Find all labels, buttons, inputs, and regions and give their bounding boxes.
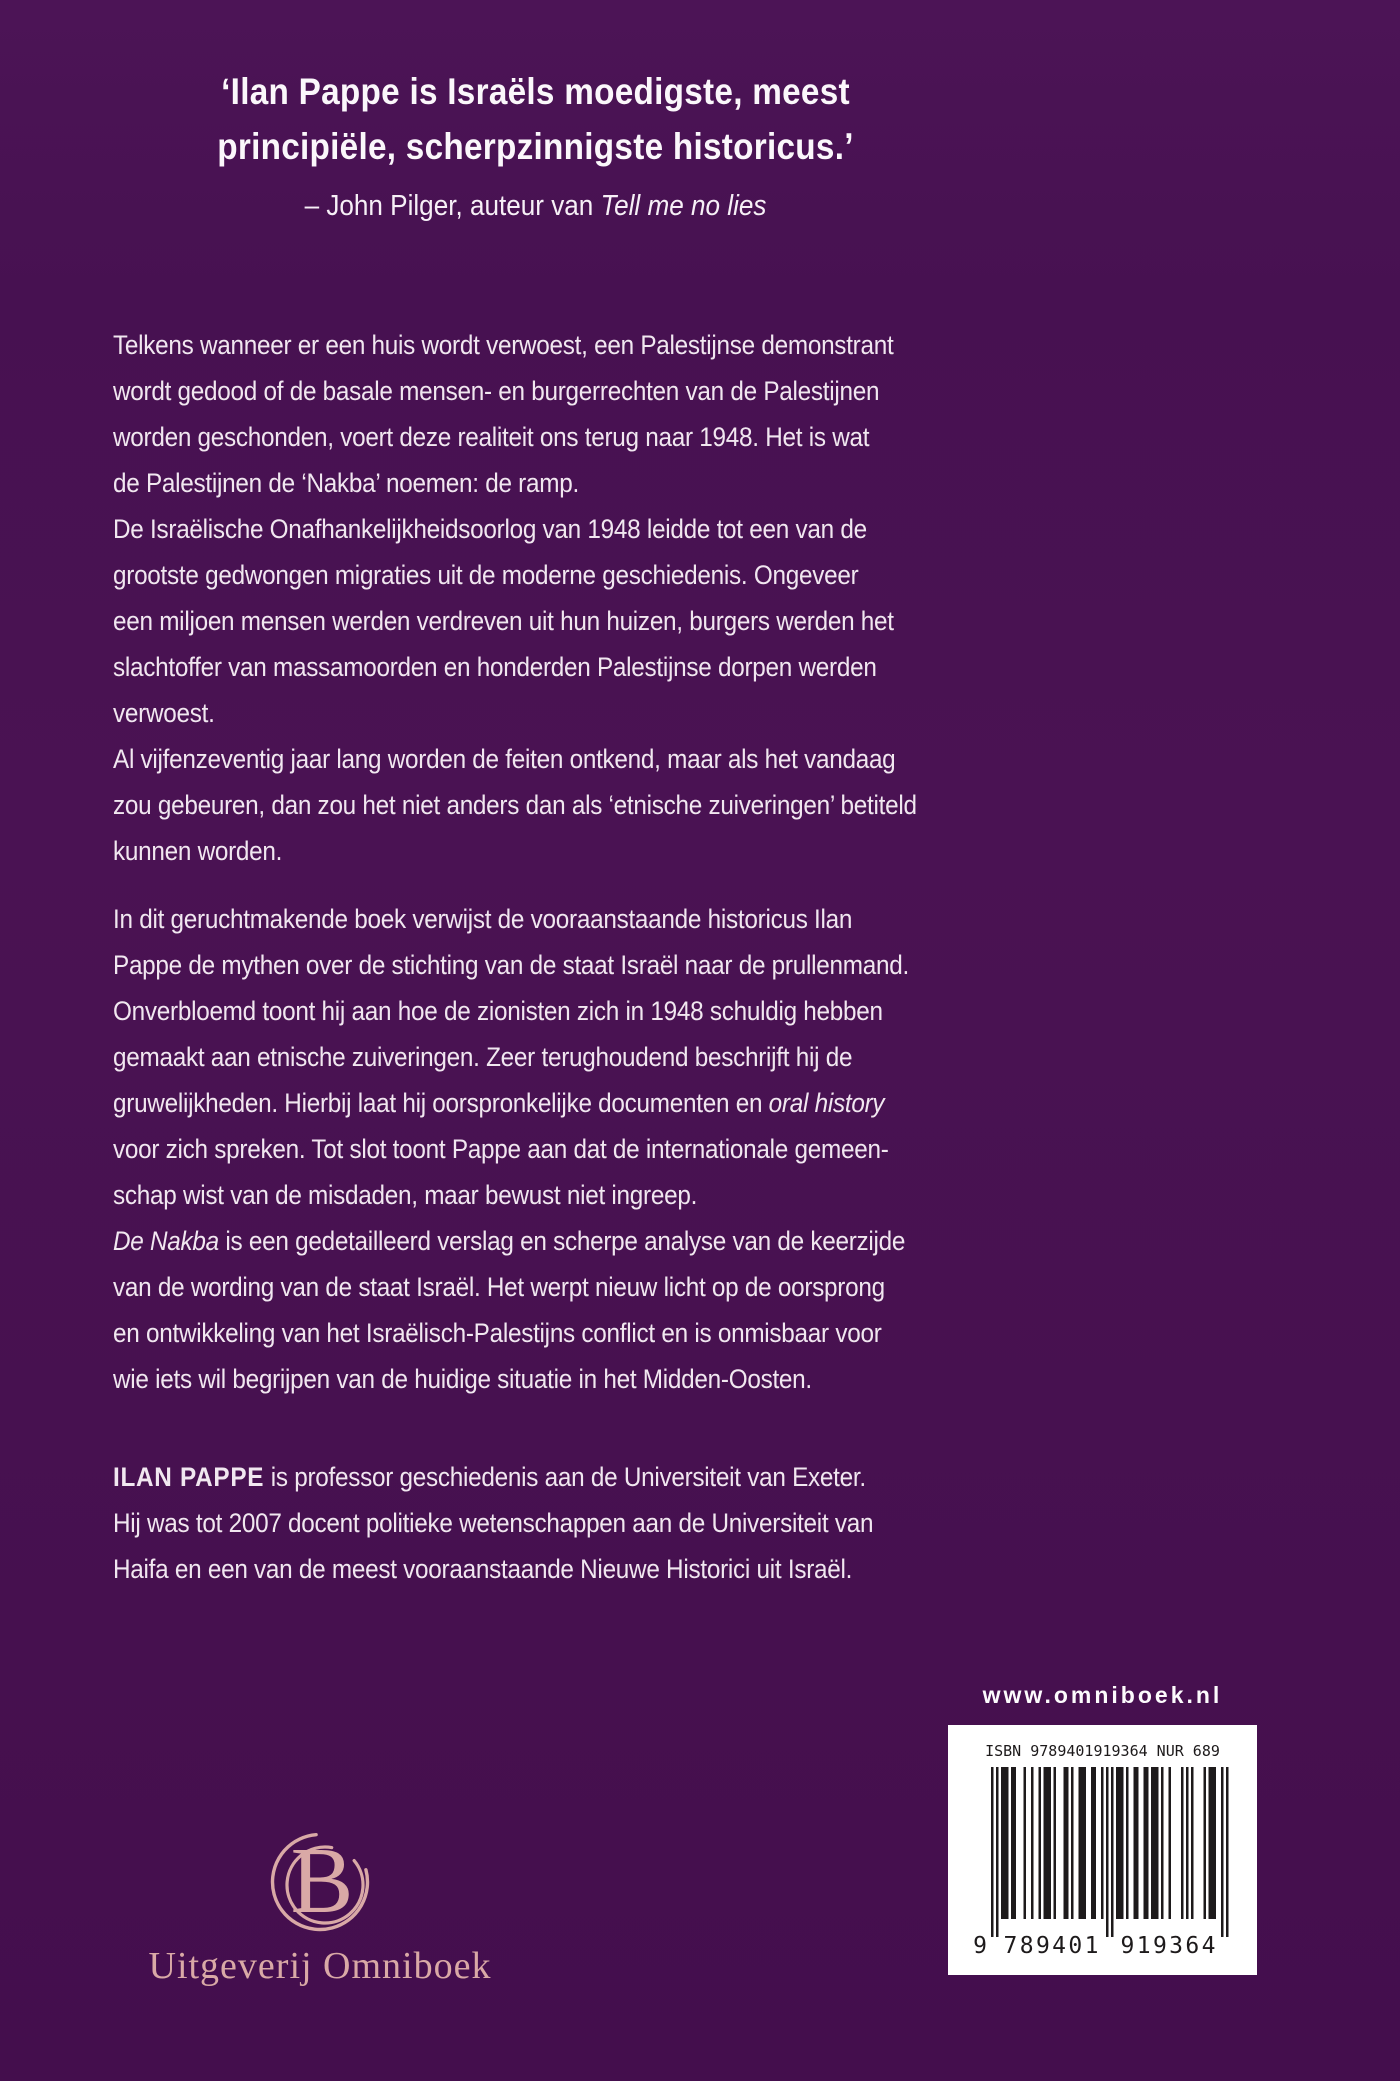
text-line xyxy=(113,1218,995,1264)
text-line xyxy=(113,1310,995,1356)
text-segment: In dit geruchtmakende boek verwijst de vooraanstaande historicus Ilan xyxy=(113,904,853,934)
text-line xyxy=(113,942,995,988)
text-segment: is een gedetailleerd verslag en scherpe analyse van de keerzijde xyxy=(218,1226,906,1256)
praise-quote xyxy=(155,64,916,232)
paragraph-block-book-description xyxy=(113,896,995,1402)
text-segment: wie iets wil begrijpen van de huidige situatie in het Midden-Oosten. xyxy=(113,1364,812,1394)
barcode-panel xyxy=(948,1725,1257,1975)
text-line xyxy=(113,460,995,506)
text-segment: is professor geschiedenis aan de Universiteit van Exeter. xyxy=(264,1462,866,1492)
text-segment: De Nakba xyxy=(113,1226,219,1256)
text-segment: van de wording van de staat Israël. Het werpt nieuw licht op de oorsprong xyxy=(113,1272,885,1302)
logo-letter: B xyxy=(290,1829,354,1933)
text-line xyxy=(113,988,995,1034)
text-line xyxy=(113,782,995,828)
quote-attribution xyxy=(155,180,916,232)
publisher-logo-mark xyxy=(238,1800,402,1964)
text-segment: grootste gedwongen migraties uit de moderne geschiedenis. Ongeveer xyxy=(113,560,859,590)
text-segment: wordt gedood of de basale mensen- en burgerrechten van de Palestijnen xyxy=(113,376,880,406)
text-segment: en ontwikkeling van het Israëlisch-Palestijns conflict en is onmisbaar voor xyxy=(113,1318,882,1348)
text-line xyxy=(113,552,995,598)
text-line xyxy=(113,1172,995,1218)
text-segment: Telkens wanneer er een huis wordt verwoest, een Palestijnse demonstrant xyxy=(113,330,894,360)
publisher-name: Uitgeverij Omniboek xyxy=(148,1945,492,1987)
text-segment: worden geschonden, voert deze realiteit ons terug naar 1948. Het is wat xyxy=(113,422,870,452)
text-segment: ILAN PAPPE xyxy=(113,1462,265,1492)
publisher-website: www.omniboek.nl xyxy=(982,1682,1223,1708)
text-segment: verwoest. xyxy=(113,698,215,728)
text-segment: de Palestijnen de ‘Nakba’ noemen: de ramp. xyxy=(113,468,579,498)
text-segment: De Israëlische Onafhankelijkheidsoorlog van 1948 leidde tot een van de xyxy=(113,514,867,544)
barcode-digits-left: 789401 xyxy=(1003,1933,1099,1959)
text-line xyxy=(113,1080,995,1126)
text-segment: schap wist van de misdaden, maar bewust niet ingreep. xyxy=(113,1180,698,1210)
text-line xyxy=(113,368,995,414)
isbn-nur-text: ISBN 9789401919364 NUR 689 xyxy=(985,1742,1220,1760)
text-line xyxy=(113,1454,995,1500)
text-line xyxy=(113,1546,995,1592)
text-line xyxy=(113,1264,995,1310)
quote-line-2: principiële, scherpzinnigste historicus.’ xyxy=(217,126,854,167)
text-segment: oral history xyxy=(768,1088,885,1118)
text-segment: Pappe de mythen over de stichting van de staat Israël naar de prullenmand. xyxy=(113,950,909,980)
text-line xyxy=(113,1356,995,1402)
quote-line-1: ‘Ilan Pappe is Israëls moedigste, meest xyxy=(221,71,850,112)
text-segment: Tell me no lies xyxy=(600,190,767,222)
paragraph-block-nakba-intro xyxy=(113,322,995,874)
text-line xyxy=(113,690,995,736)
barcode-digit-lead: 9 xyxy=(973,1933,987,1959)
text-segment: kunnen worden. xyxy=(113,836,283,866)
text-segment: Haifa en een van de meest vooraanstaande Nieuwe Historici uit Israël. xyxy=(113,1554,853,1584)
barcode-bars xyxy=(991,1767,1229,1937)
text-line xyxy=(113,644,995,690)
text-line xyxy=(113,896,995,942)
text-line xyxy=(113,414,995,460)
text-segment: gemaakt aan etnische zuiveringen. Zeer terughoudend beschrijft hij de xyxy=(113,1042,853,1072)
text-segment: een miljoen mensen werden verdreven uit hun huizen, burgers werden het xyxy=(113,606,894,636)
text-segment: Hij was tot 2007 docent politieke wetenschappen aan de Universiteit van xyxy=(113,1508,874,1538)
text-line xyxy=(113,736,995,782)
text-line xyxy=(113,1034,995,1080)
text-line xyxy=(113,828,995,874)
text-segment: Onverbloemd toont hij aan hoe de zionisten zich in 1948 schuldig hebben xyxy=(113,996,883,1026)
text-segment: slachtoffer van massamoorden en honderden Palestijnse dorpen werden xyxy=(113,652,877,682)
barcode-digits-right: 919364 xyxy=(1120,1933,1216,1959)
text-segment: – John Pilger, auteur van xyxy=(304,190,601,222)
text-line xyxy=(113,1126,995,1172)
text-line xyxy=(113,506,995,552)
text-segment: voor zich spreken. Tot slot toont Pappe aan dat de internationale gemeen- xyxy=(113,1134,889,1164)
paragraph-block-author-bio xyxy=(113,1454,995,1592)
text-segment: gruwelijkheden. Hierbij laat hij oorspronkelijke documenten en xyxy=(113,1088,769,1118)
text-line xyxy=(113,1500,995,1546)
text-segment: zou gebeuren, dan zou het niet anders dan als ‘etnische zuiveringen’ betiteld xyxy=(113,790,917,820)
back-cover-text xyxy=(113,322,995,1592)
ean13-barcode xyxy=(971,1767,1233,1959)
text-line xyxy=(113,322,995,368)
text-line xyxy=(113,598,995,644)
text-segment: Al vijfenzeventig jaar lang worden de feiten ontkend, maar als het vandaag xyxy=(113,744,896,774)
